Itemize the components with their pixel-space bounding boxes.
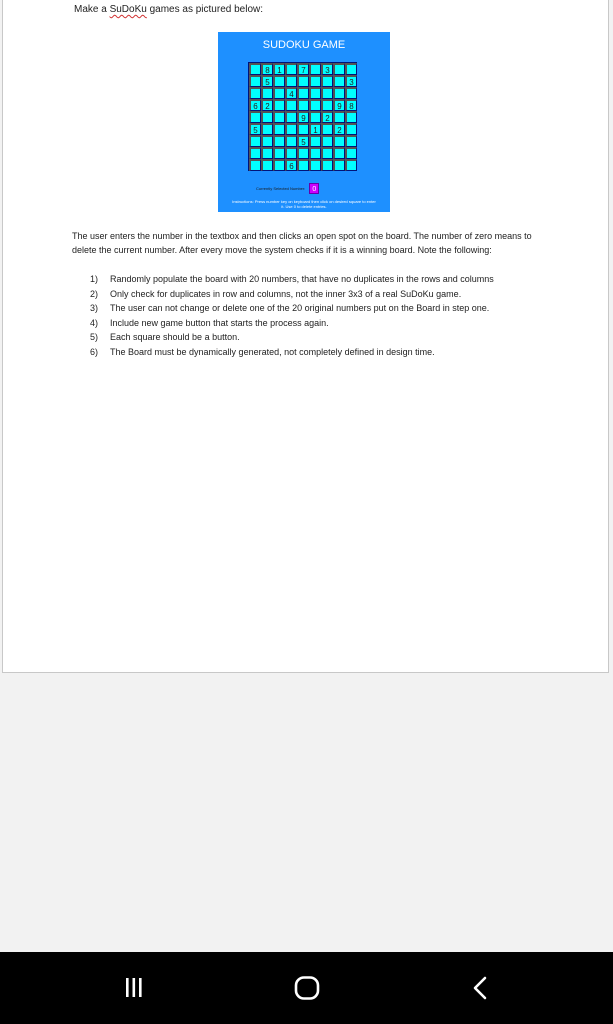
list-item-text: Each square should be a button.	[110, 332, 240, 342]
sudoku-cell[interactable]	[273, 159, 285, 171]
sudoku-cell[interactable]: 6	[249, 99, 261, 111]
selected-number-row	[256, 182, 319, 194]
sudoku-cell[interactable]	[333, 87, 345, 99]
sudoku-cell[interactable]	[273, 87, 285, 99]
sudoku-board	[248, 62, 357, 171]
sudoku-cell[interactable]	[297, 99, 309, 111]
intro-line	[74, 4, 263, 15]
sudoku-cell[interactable]	[261, 87, 273, 99]
sudoku-cell[interactable]	[309, 159, 321, 171]
list-item-text: Randomly populate the board with 20 numbers, that have no duplicates in the rows and columns	[110, 274, 494, 284]
sudoku-cell[interactable]	[285, 63, 297, 75]
sudoku-cell[interactable]	[345, 63, 357, 75]
sudoku-cell[interactable]	[345, 87, 357, 99]
sudoku-cell[interactable]	[297, 159, 309, 171]
sudoku-cell[interactable]	[333, 75, 345, 87]
sudoku-cell[interactable]	[321, 147, 333, 159]
sudoku-cell[interactable]: 2	[321, 111, 333, 123]
list-item	[90, 287, 540, 302]
sudoku-cell[interactable]	[309, 63, 321, 75]
sudoku-cell[interactable]	[321, 99, 333, 111]
sudoku-cell[interactable]	[297, 75, 309, 87]
sudoku-cell[interactable]	[249, 75, 261, 87]
sudoku-cell[interactable]	[321, 75, 333, 87]
intro-prefix: Make a	[74, 4, 110, 15]
sudoku-cell[interactable]	[285, 123, 297, 135]
game-instructions: Instructions: Press number key on keyboard then click on desired square to enter it. Use 0 to delete entries.	[232, 199, 376, 209]
list-item-number: 3)	[90, 303, 99, 313]
sudoku-cell[interactable]	[309, 147, 321, 159]
sudoku-cell[interactable]	[345, 123, 357, 135]
list-item	[90, 316, 540, 331]
sudoku-cell[interactable]	[297, 123, 309, 135]
sudoku-cell[interactable]: 8	[345, 99, 357, 111]
list-item	[90, 301, 540, 316]
game-title: SUDOKU GAME	[262, 39, 346, 51]
sudoku-cell[interactable]	[285, 135, 297, 147]
intro-suffix: games as pictured below:	[146, 4, 263, 15]
sudoku-cell[interactable]	[261, 111, 273, 123]
sudoku-cell[interactable]	[273, 135, 285, 147]
sudoku-cell[interactable]	[261, 135, 273, 147]
sudoku-cell[interactable]	[309, 135, 321, 147]
sudoku-cell[interactable]: 1	[273, 63, 285, 75]
sudoku-cell[interactable]	[249, 111, 261, 123]
sudoku-cell[interactable]	[285, 75, 297, 87]
description-paragraph: The user enters the number in the textbox and then clicks an open spot on the board. The number of zero means to delete the current number. After every move the system checks if it is a winning board. Note the following:	[72, 231, 532, 255]
selected-number-label: Currently Selected Number:	[256, 185, 306, 191]
list-item	[90, 330, 540, 345]
sudoku-cell[interactable]	[285, 147, 297, 159]
list-item-number: 1)	[90, 274, 99, 284]
requirements-list	[90, 272, 540, 359]
list-item-text: The user can not change or delete one of the 20 original numbers put on the Board in step one.	[110, 303, 490, 313]
sudoku-cell[interactable]	[321, 123, 333, 135]
sudoku-cell[interactable]	[273, 99, 285, 111]
sudoku-cell[interactable]	[333, 135, 345, 147]
sudoku-cell[interactable]	[249, 63, 261, 75]
sudoku-cell[interactable]	[309, 75, 321, 87]
sudoku-cell[interactable]: 7	[297, 63, 309, 75]
sudoku-cell[interactable]: 3	[321, 63, 333, 75]
list-item	[90, 345, 540, 360]
list-item-text: Only check for duplicates in row and columns, not the inner 3x3 of a real SuDoKu game.	[110, 288, 462, 299]
sudoku-cell[interactable]	[321, 159, 333, 171]
list-item-number: 4)	[90, 317, 99, 328]
sudoku-cell[interactable]	[249, 87, 261, 99]
sudoku-cell[interactable]: 2	[333, 123, 345, 135]
sudoku-cell[interactable]	[309, 111, 321, 123]
sudoku-cell[interactable]	[321, 87, 333, 99]
sudoku-cell[interactable]: 9	[297, 111, 309, 123]
sudoku-cell[interactable]	[345, 159, 357, 171]
sudoku-cell[interactable]	[285, 111, 297, 123]
sudoku-cell[interactable]: 5	[249, 123, 261, 135]
sudoku-cell[interactable]	[333, 147, 345, 159]
list-item-number: 6)	[90, 346, 99, 357]
sudoku-cell[interactable]: 9	[333, 99, 345, 111]
sudoku-cell[interactable]	[261, 159, 273, 171]
android-nav-bar	[0, 952, 613, 1024]
sudoku-cell[interactable]	[249, 147, 261, 159]
back-icon[interactable]	[461, 974, 501, 1004]
sudoku-cell[interactable]: 2	[261, 99, 273, 111]
sudoku-cell[interactable]	[309, 87, 321, 99]
sudoku-cell[interactable]	[249, 159, 261, 171]
sudoku-cell[interactable]	[261, 147, 273, 159]
list-item-text: Include new game button that starts the process again.	[110, 317, 329, 328]
sudoku-cell[interactable]: 6	[285, 159, 297, 171]
sudoku-cell[interactable]	[273, 123, 285, 135]
sudoku-cell[interactable]	[273, 75, 285, 87]
list-item-number: 2)	[90, 288, 99, 299]
sudoku-cell[interactable]	[309, 99, 321, 111]
sudoku-cell[interactable]	[261, 123, 273, 135]
sudoku-cell[interactable]	[273, 147, 285, 159]
sudoku-cell[interactable]	[345, 111, 357, 123]
sudoku-cell[interactable]	[285, 99, 297, 111]
sudoku-cell[interactable]	[333, 111, 345, 123]
intro-sudoku-word: SuDoKu	[109, 4, 147, 15]
selected-number-input[interactable]: 0	[309, 183, 319, 194]
sudoku-cell[interactable]	[249, 135, 261, 147]
home-icon[interactable]	[287, 974, 327, 1004]
sudoku-cell[interactable]: 5	[297, 135, 309, 147]
sudoku-cell[interactable]: 5	[261, 75, 273, 87]
sudoku-cell[interactable]	[321, 135, 333, 147]
list-item-number: 5)	[90, 332, 99, 342]
sudoku-cell[interactable]	[333, 63, 345, 75]
sudoku-cell[interactable]	[345, 147, 357, 159]
sudoku-cell[interactable]: 4	[285, 87, 297, 99]
list-item	[90, 272, 540, 287]
sudoku-cell[interactable]	[273, 111, 285, 123]
list-item-text: The Board must be dynamically generated, not completely defined in design time.	[110, 346, 435, 357]
recent-apps-icon[interactable]	[117, 974, 157, 1004]
sudoku-cell[interactable]	[297, 87, 309, 99]
sudoku-cell[interactable]	[333, 159, 345, 171]
sudoku-cell[interactable]: 8	[261, 63, 273, 75]
sudoku-cell[interactable]	[345, 135, 357, 147]
sudoku-game-panel	[218, 32, 390, 212]
sudoku-cell[interactable]	[297, 147, 309, 159]
sudoku-cell[interactable]: 3	[345, 75, 357, 87]
sudoku-cell[interactable]: 1	[309, 123, 321, 135]
